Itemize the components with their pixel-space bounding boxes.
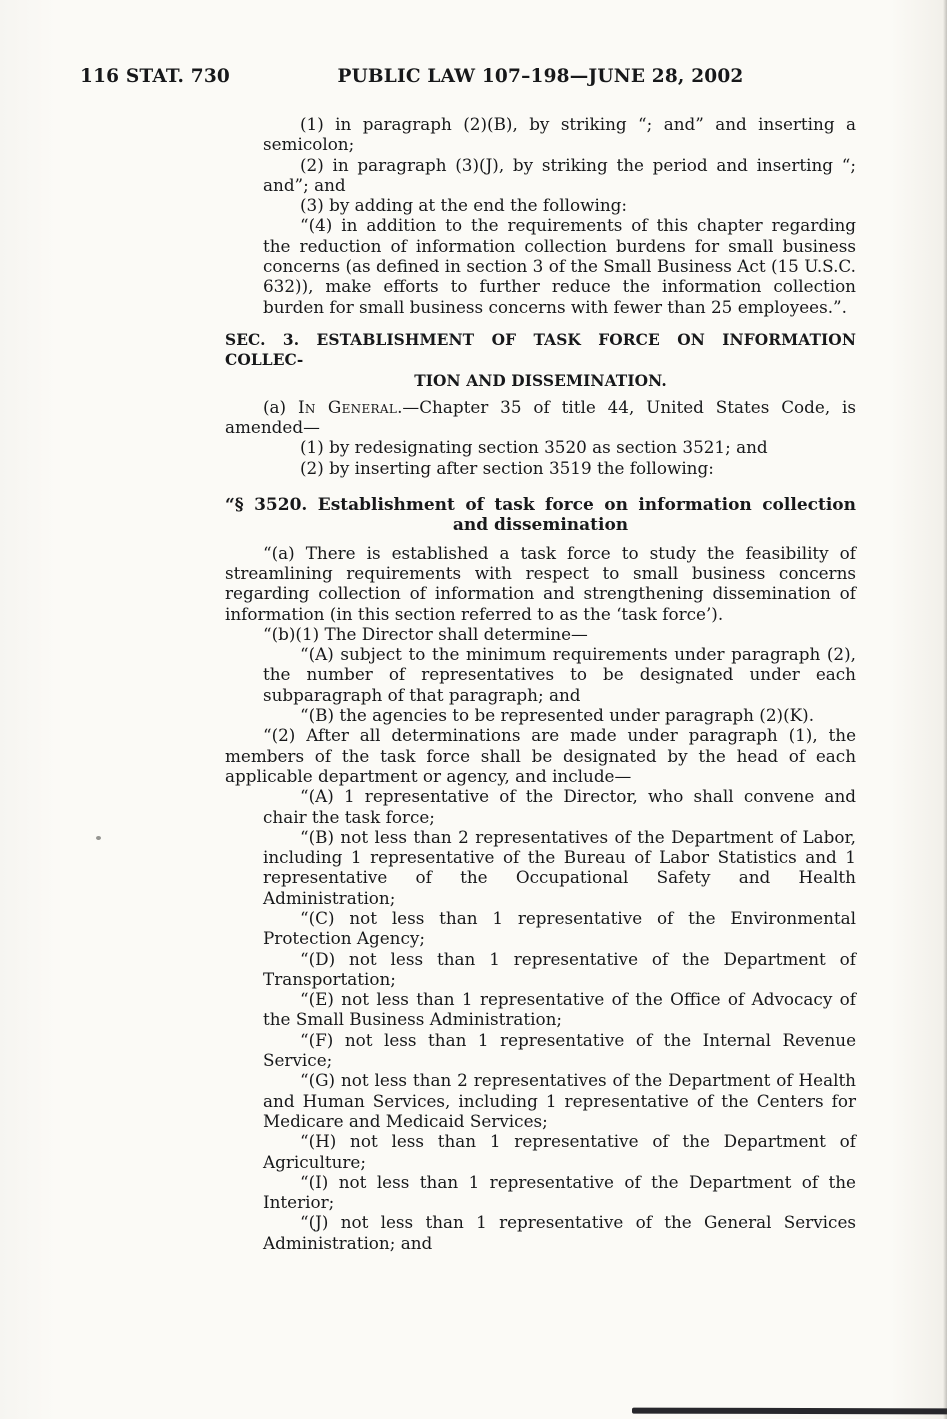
usc-heading-line1: “§ 3520. Establishment of task force on information collection	[225, 495, 856, 516]
member-item-E: “(E) not less than 1 representative of the Office of Advocacy of the Small Business Administration;	[263, 989, 856, 1030]
quoted-paragraph-b2: “(2) After all determinations are made under paragraph (1), the members of the task force shall be designated by the head of each applicable department or agency, and include—	[225, 725, 856, 786]
subsection-a-prefix: (a)	[263, 396, 298, 417]
quoted-subparagraph-b1-A: “(A) subject to the minimum requirements under paragraph (2), the number of representatives to be designated under each subparagraph of that paragraph; and	[263, 644, 856, 705]
subsection-a-in-general	[225, 397, 856, 438]
member-item-F: “(F) not less than 1 representative of the Internal Revenue Service;	[263, 1029, 856, 1071]
subsection-a-rest: .—Chapter 35 of title 44, United States Code, is amended—	[225, 396, 857, 438]
scan-bottom-edge-artifact	[632, 1408, 947, 1415]
scan-right-edge-shading	[943, 0, 947, 1419]
quoted-subparagraph-b1-B: “(B) the agencies to be represented under paragraph (2)(K).	[300, 705, 815, 726]
in-general-smallcaps: In General	[297, 396, 398, 417]
member-item-I: “(I) not less than 1 representative of the Department of the Interior;	[263, 1171, 856, 1213]
amendment-paragraph-1: (1) in paragraph (2)(B), by striking “; and” and inserting a semicolon;	[263, 114, 856, 155]
member-item-A: “(A) 1 representative of the Director, who shall convene and chair the task force;	[263, 786, 856, 827]
member-item-J: “(J) not less than 1 representative of the General Services Administration; and	[263, 1212, 856, 1253]
member-item-C: “(C) not less than 1 representative of the Environmental Protection Agency;	[263, 907, 856, 949]
usc-section-3520-heading	[225, 495, 856, 536]
quoted-subsection-b1: “(b)(1) The Director shall determine—	[263, 623, 588, 644]
amendment-paragraph-2: (2) in paragraph (3)(J), by striking the period and inserting “; and”; and	[263, 154, 856, 195]
section-3-heading-line1: SEC. 3. ESTABLISHMENT OF TASK FORCE ON INFORMATION COLLEC-	[225, 330, 856, 370]
running-head	[0, 66, 947, 92]
stat-page-number: 116 STAT. 730	[80, 66, 230, 87]
public-law-title: PUBLIC LAW 107–198—JUNE 28, 2002	[337, 66, 744, 87]
amendment-paragraph-3: (3) by adding at the end the following:	[300, 195, 628, 216]
amendment-redesignate: (1) by redesignating section 3520 as section 3521; and	[300, 437, 768, 458]
statute-body	[225, 114, 856, 1253]
section-3-heading-line2: TION AND DISSEMINATION.	[414, 371, 667, 390]
member-item-G: “(G) not less than 2 representatives of the Department of Health and Human Services, including 1 representative of the Centers for Medicare and Medicaid Services;	[263, 1070, 856, 1131]
quoted-subsection-a: “(a) There is established a task force to study the feasibility of streamlining requirements with respect to small business concerns regarding collection of information and strengthening dissemination of information (in this section referred to as the ‘task force’).	[225, 542, 856, 624]
member-item-B: “(B) not less than 2 representatives of the Department of Labor, including 1 representative of the Bureau of Labor Statistics and 1 representative of the Occupational Safety and Health Administration;	[263, 826, 856, 908]
member-item-D: “(D) not less than 1 representative of the Department of Transportation;	[263, 948, 856, 989]
usc-heading-line2: and dissemination	[452, 515, 629, 536]
amendment-insert: (2) by inserting after section 3519 the following:	[300, 457, 714, 478]
scan-speck-artifact	[96, 836, 101, 840]
quoted-paragraph-4: “(4) in addition to the requirements of this chapter regarding the reduction of information collection burdens for small business concerns (as defined in section 3 of the Small Business Act (15 U.S.C. 632)), make efforts to further reduce the information collection burden for small business concerns with fewer than 25 employees.”.	[263, 215, 856, 317]
section-3-heading	[225, 330, 856, 391]
member-item-H: “(H) not less than 1 representative of the Department of Agriculture;	[263, 1131, 856, 1172]
